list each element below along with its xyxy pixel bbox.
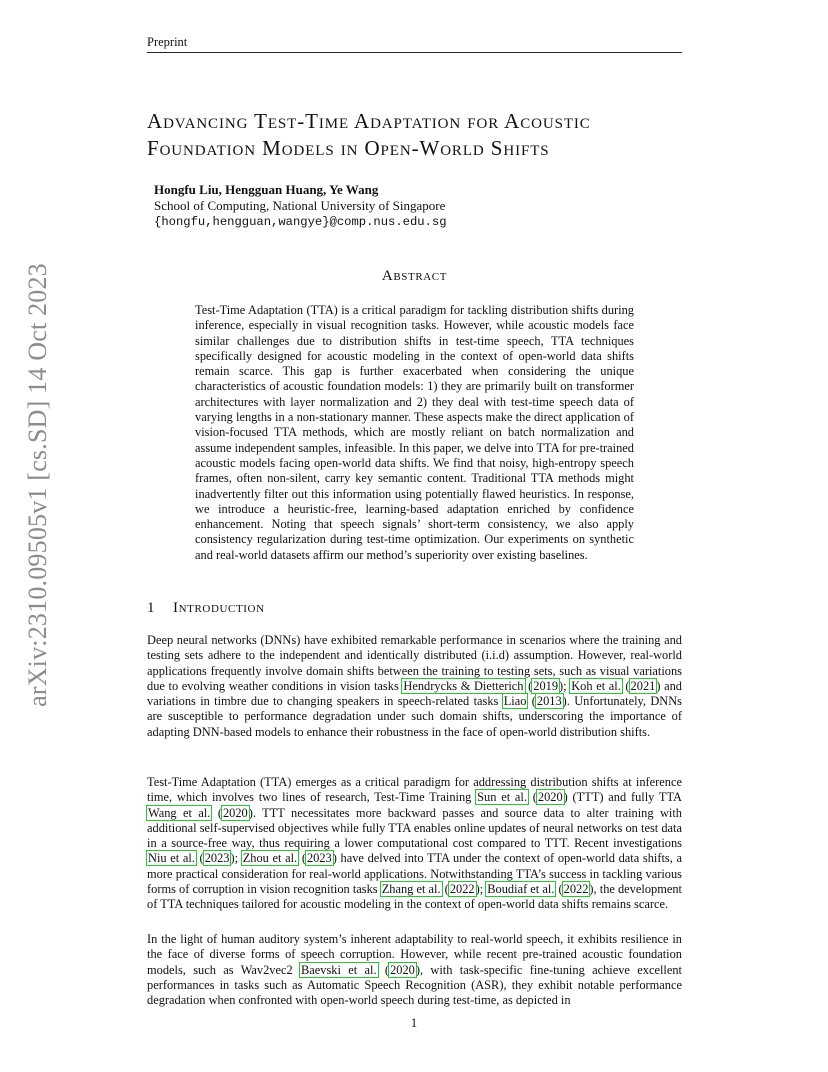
text-run: ( (441, 882, 449, 897)
section-heading-introduction (147, 599, 682, 617)
title-line-1: Advancing Test-Time Adaptation for Acoustic (147, 109, 591, 133)
citation-link[interactable]: Wang et al. (148, 805, 211, 820)
header-rule (147, 52, 682, 53)
intro-paragraph-3 (147, 932, 682, 1008)
citation-link[interactable]: 2022 (563, 882, 589, 897)
citation-link[interactable]: 2020 (222, 805, 248, 820)
author-emails: {hongfu,hengguan,wangye}@comp.nus.edu.sg (154, 215, 447, 229)
header-label: Preprint (147, 35, 188, 49)
text-run: ); (559, 678, 571, 693)
text-run: ( (195, 851, 204, 866)
text-run: Deep neural networks (DNNs) have exhibited remarkable performance in scenarios where the training and testing sets adhere to the independent and identically distributed (i.i.d) assumption. However, real-world applications frequently involve domain shifts between the training to testing sets, such as visual variations due to evolving weather conditions in vision tasks (147, 633, 682, 693)
citation-link[interactable]: Boudiaf et al. (487, 882, 555, 897)
author-names: Hongfu Liu, Hengguan Huang, Ye Wang (154, 182, 379, 197)
text-run: ) and variations in timbre due to changing speakers in speech-related tasks (147, 678, 682, 709)
text-run: ( (377, 962, 390, 977)
section-title: Introduction (173, 600, 265, 616)
text-run: ) (TTT) and fully TTA (563, 790, 683, 805)
text-run: ( (527, 694, 536, 709)
citation-link[interactable]: Zhang et al. (381, 882, 441, 897)
text-run: ), the development of TTA techniques tailored for acoustic modeling in the context of open-world data shifts remains scarce. (147, 882, 682, 912)
text-run: ) have delved into TTA under the context of open-world data shifts, a more practical consideration for real-world applications. Notwithstanding TTA’s success in tackling various forms of corruption in vision recognition tasks (147, 851, 682, 897)
intro-paragraph-2 (147, 775, 682, 913)
text-run: ). TTT necessitates more backward passes and source data to alter training with additional self-supervised objectives while fully TTA enables online updates of neural networks on test data in a source-free way, thus requiring a lower computational cost compared to TTT. Recent investigations (147, 805, 682, 851)
text-run: ( (555, 882, 563, 897)
arxiv-sidebar (20, 263, 56, 707)
text-run: ( (621, 678, 630, 693)
citation-link[interactable]: 2020 (537, 790, 563, 805)
citation-link[interactable]: Zhou et al. (242, 851, 298, 866)
citation-link[interactable]: Niu et al. (148, 851, 195, 866)
text-run: In the light of human auditory system’s inherent adaptability to real-world speech, it exhibits resilience in the face of diverse forms of speech corruption. However, while recent pre-trained acoustic foundation models, such as Wav2vec2 (147, 932, 682, 977)
citation-link[interactable]: 2022 (449, 882, 475, 897)
running-header (147, 34, 682, 53)
citation-link[interactable]: Hendrycks & Dietterich (403, 678, 524, 693)
citation-link[interactable]: 2023 (204, 851, 230, 866)
citation-link[interactable]: 2020 (390, 962, 415, 977)
text-run: ( (211, 805, 222, 820)
section-number: 1 (147, 600, 156, 616)
text-run: ( (527, 790, 537, 805)
author-block (154, 182, 674, 231)
citation-link[interactable]: 2019 (533, 678, 559, 693)
affiliation: School of Computing, National University of Singapore (154, 198, 446, 213)
citation-link[interactable]: 2013 (536, 694, 562, 709)
text-run: ( (524, 678, 533, 693)
intro-paragraph-1 (147, 633, 682, 740)
arxiv-identifier: arXiv:2310.09505v1 [cs.SD] 14 Oct 2023 (23, 263, 52, 707)
abstract-heading: Abstract (381, 268, 448, 284)
text-run: ( (298, 851, 306, 866)
paper-title (147, 108, 707, 162)
citation-link[interactable]: Liao (503, 694, 527, 709)
citation-link[interactable]: Baevski et al. (301, 962, 377, 977)
text-run: ); (475, 882, 487, 897)
text-run: ). Unfortunately, DNNs are susceptible to performance degradation under such domain shifts, underscoring the importance of adapting DNN-based models to enhance their robustness in the face of open-world distribution shifts. (147, 694, 682, 739)
citation-link[interactable]: Koh et al. (571, 678, 621, 693)
citation-link[interactable]: 2021 (630, 678, 656, 693)
title-line-2: Foundation Models in Open-World Shifts (147, 136, 550, 160)
page-number: 1 (410, 1016, 418, 1030)
text-run: ); (230, 851, 242, 866)
citation-link[interactable]: 2023 (306, 851, 332, 866)
text-run: ), with task-specific fine-tuning achieve excellent performances in tasks such as Automatic Speech Recognition (ASR), they exhibit notable performance degradation when confronted with open-world speech during test-time, as depicted in (147, 962, 682, 1008)
citation-link[interactable]: Sun et al. (477, 790, 527, 805)
text-run: Test-Time Adaptation (TTA) emerges as a critical paradigm for addressing distribution shifts at inference time, which involves two lines of research, Test-Time Training (147, 775, 682, 805)
abstract-body: Test-Time Adaptation (TTA) is a critical paradigm for tackling distribution shifts during inference, especially in visual recognition tasks. However, while acoustic models face similar challenges due to distribution shifts in test-time speech, TTA techniques specifically designed for acoustic modeling in the context of open-world data shifts remain scarce. This gap is further exacerbated when considering the unique characteristics of acoustic foundation models: 1) they are primarily built on transformer architectures with layer normalization and 2) they deal with test-time speech data of varying lengths in a non-stationary manner. These aspects make the direct application of vision-focused TTA methods, which are mostly reliant on batch normalization and assume independent samples, infeasible. In this paper, we delve into TTA for pre-trained acoustic models facing open-world data shifts. We find that noisy, high-entropy speech frames, often non-silent, carry key semantic content. Traditional TTA methods might inadvertently filter out this information using potentially flawed heuristics. In response, we introduce a heuristic-free, learning-based adaptation enriched by confidence enhancement. Noting that speech signals’ short-term consistency, we also apply consistency regularization during test-time optimization. Our experiments on synthetic and real-world datasets affirm our method’s superiority over existing baselines. (195, 303, 634, 562)
